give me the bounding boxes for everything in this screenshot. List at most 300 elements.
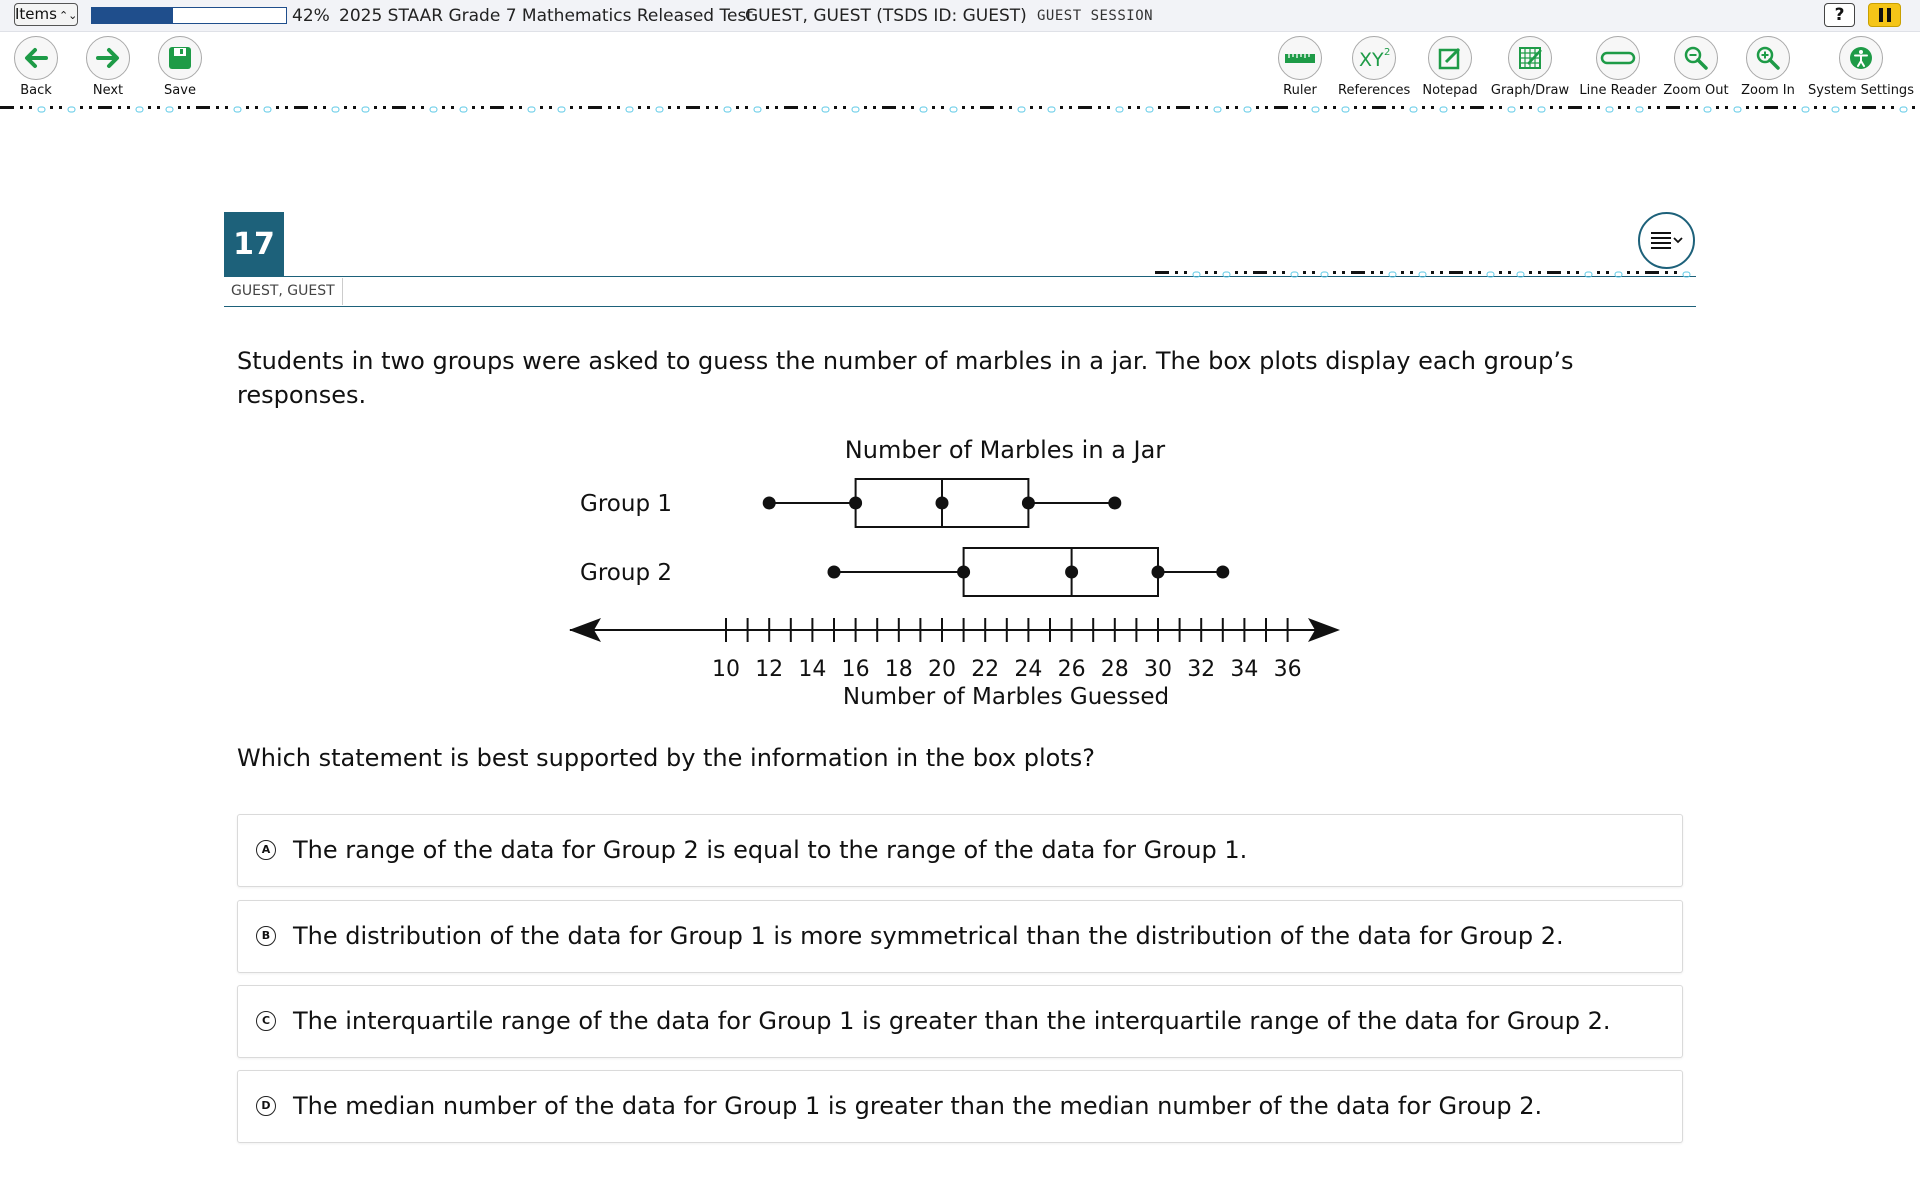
divider-dot [1324,106,1327,109]
group-label: Group 2 [580,560,672,586]
ruler-button[interactable] [1276,36,1324,98]
q3-point [1152,566,1165,579]
divider-dot [1793,106,1796,109]
divider-dot [1627,106,1630,109]
divider-dot [902,106,905,109]
divider-dot [1282,271,1285,274]
divider-dot [1226,106,1229,109]
progress-percent: 42% [292,6,330,26]
divider-dot [1538,107,1545,112]
divider-dot [1116,107,1123,112]
divider-dot [1674,271,1677,274]
divider-dot [1069,106,1072,109]
divider-dot [332,107,339,112]
question-number: 17 [224,212,284,277]
line-reader-label: Line Reader [1579,83,1657,98]
divider-dot [1214,271,1217,274]
divider-dot [1321,272,1328,277]
save-disk-icon [158,36,202,80]
toolbar-divider [0,103,1920,113]
divider-dot [1576,271,1579,274]
divider-dot [1499,106,1502,109]
divider-dot [430,107,437,112]
help-button[interactable]: ? [1824,3,1855,27]
divider-dot [20,106,23,109]
divider-dot [1636,107,1643,112]
progress-fill [92,8,173,23]
divider-dot [490,106,504,109]
divider-dot [323,106,326,109]
divider-dot [1235,106,1238,109]
divider-dot [980,106,994,109]
divider-dot [1618,106,1621,109]
chart-title: Number of Marbles in a Jar [844,436,1166,464]
option-text: The interquartile range of the data for Group 1 is greater than the interquartile range of the data for Group 2. [293,1007,1611,1035]
tick-label: 30 [1144,657,1172,682]
notepad-button[interactable] [1420,36,1480,98]
divider-dot [941,106,944,109]
answer-option-a[interactable] [237,814,1683,887]
divider-dot [1508,107,1515,112]
divider-dot [1342,271,1345,274]
tick-label: 26 [1057,657,1086,682]
divider-dot [1256,106,1259,109]
back-label: Back [20,83,52,98]
median-point [1065,566,1078,579]
q1-point [849,497,862,510]
divider-dot [1802,107,1809,112]
divider-dot [225,106,228,109]
tick-label: 20 [928,657,956,682]
divider-dot [549,106,552,109]
references-xy-icon [1352,36,1396,80]
line-reader-icon [1596,36,1640,80]
divider-dot [1009,106,1012,109]
divider-dot [38,107,45,112]
divider-dot [1312,271,1315,274]
min-point [828,566,841,579]
divider-dot [1478,271,1481,274]
option-letter-badge: D [256,1096,276,1116]
divider-dot [715,106,718,109]
line-reader-button[interactable] [1578,36,1658,98]
divider-dot [1274,106,1288,109]
divider-dot [1716,106,1719,109]
divider-dot [588,106,602,109]
tick-label: 24 [1014,657,1043,682]
divider-dot [813,106,816,109]
notepad-pencil-icon [1428,36,1472,80]
question-divider [1155,268,1695,278]
student-name: GUEST, GUEST (TSDS ID: GUEST) [745,6,1027,26]
divider-dot [1018,107,1025,112]
divider-dot [1265,106,1268,109]
divider-dot [98,106,112,109]
divider-dot [285,106,288,109]
tick-label: 34 [1230,657,1259,682]
divider-dot [1636,271,1639,274]
divider-dot [1167,106,1170,109]
divider-dot [344,106,347,109]
divider-dot [1196,106,1199,109]
divider-dot [1844,106,1847,109]
divider-dot [451,106,454,109]
next-label: Next [92,83,124,98]
divider-dot [1354,106,1357,109]
divider-dot [647,106,650,109]
divider-dot [1585,272,1592,277]
divider-dot [784,106,798,109]
divider-dot [136,107,143,112]
progress-bar [91,7,287,24]
divider-dot [626,107,633,112]
zoom-in-label: Zoom In [1741,83,1795,98]
divider-dot [1244,107,1251,112]
divider-dot [392,106,406,109]
divider-dot [1419,272,1426,277]
option-letter-badge: B [256,926,276,946]
tick-label: 10 [712,657,740,682]
tick-label: 32 [1187,657,1216,682]
divider-dot [822,107,829,112]
divider-dot [1235,271,1238,274]
divider-dot [264,107,271,112]
divider-dot [775,106,778,109]
divider-dot [1853,106,1856,109]
divider-dot [1342,107,1349,112]
divider-dot [1517,272,1524,277]
divider-dot [362,107,369,112]
divider-dot [882,106,896,109]
divider-dot [353,106,356,109]
divider-dot [1461,106,1464,109]
divider-dot [1469,271,1472,274]
svg-text:XY: XY [1359,49,1384,71]
divider-dot [510,106,513,109]
divider-dot [911,106,914,109]
divider-dot [1686,106,1689,109]
divider-dot [668,106,671,109]
divider-dot [1107,106,1110,109]
accessibility-icon [1839,36,1883,80]
divider-dot [374,106,377,109]
divider-dot [932,106,935,109]
divider-dot [1666,106,1680,109]
divider-dot [1431,106,1434,109]
divider-dot [166,107,173,112]
divider-dot [519,106,522,109]
divider-dot [460,107,467,112]
divider-dot [50,106,53,109]
divider-dot [1814,106,1817,109]
divider-dot [29,106,32,109]
ruler-icon [1278,36,1322,80]
ruler-label: Ruler [1283,83,1317,98]
divider-dot [196,106,210,109]
divider-dot [608,106,611,109]
divider-dot [234,107,241,112]
divider-dot [1559,106,1562,109]
divider-dot [1098,106,1101,109]
answer-option-c[interactable] [237,985,1683,1058]
divider-dot [1645,271,1659,274]
divider-dot [638,106,641,109]
divider-dot [1755,106,1758,109]
divider-dot [1891,106,1894,109]
divider-dot [1039,106,1042,109]
divider-dot [59,106,62,109]
divider-dot [1253,271,1267,274]
back-arrow-icon [14,36,58,80]
divider-dot [1380,271,1383,274]
divider-dot [754,107,761,112]
system-settings-button[interactable] [1806,36,1916,98]
divider-dot [1060,106,1063,109]
divider-dot [255,106,258,109]
median-point [936,497,949,510]
next-arrow-icon [86,36,130,80]
divider-dot [442,106,445,109]
answer-option-b[interactable] [237,900,1683,973]
divider-dot [294,106,308,109]
divider-dot [1529,271,1532,274]
divider-dot [1155,271,1169,274]
zoom-out-button[interactable] [1662,36,1730,98]
save-button[interactable] [156,36,204,98]
references-button[interactable] [1338,36,1410,98]
divider-dot [148,106,151,109]
x-axis-label: Number of Marbles Guessed [842,684,1170,710]
divider-dot [920,107,927,112]
divider-dot [1784,106,1787,109]
divider-dot [1333,271,1336,274]
divider-dot [187,106,190,109]
zoom-out-label: Zoom Out [1663,83,1729,98]
divider-dot [421,106,424,109]
divider-dot [1030,106,1033,109]
divider-dot [1244,271,1247,274]
divider-dot [118,106,121,109]
items-dropdown[interactable] [14,3,78,26]
q3-point [1022,497,1035,510]
back-button[interactable] [12,36,60,98]
pause-icon-bar [1887,8,1891,22]
divider-dot [873,106,876,109]
divider-dot [1606,271,1609,274]
divider-dot [1764,106,1778,109]
divider-dot [1568,106,1582,109]
divider-dot [1363,106,1366,109]
option-text: The distribution of the data for Group 1 is more symmetrical than the distribution of the data for Group 2. [293,922,1564,950]
divider-dot [1440,271,1443,274]
answer-option-d[interactable] [237,1070,1683,1143]
divider-dot [804,106,807,109]
divider-dot [1312,107,1319,112]
divider-dot [1520,106,1523,109]
divider-dot [706,106,709,109]
tick-label: 12 [755,657,784,682]
divider-dot [843,106,846,109]
divider-dot [1648,106,1651,109]
divider-dot [686,106,700,109]
divider-dot [1550,106,1553,109]
divider-dot [276,106,279,109]
divider-dot [864,106,867,109]
divider-dot [570,106,573,109]
divider-dot [216,106,219,109]
divider-dot [1351,271,1365,274]
pause-icon [1879,8,1883,22]
divider-dot [472,106,475,109]
divider-dot [1440,107,1447,112]
divider-dot [1193,272,1200,277]
divider-dot [1000,106,1003,109]
zoom-in-icon [1746,36,1790,80]
svg-text:2: 2 [1384,47,1391,58]
divider-dot [852,107,859,112]
option-text: The range of the data for Group 2 is equal to the range of the data for Group 1. [293,836,1248,864]
divider-dot [950,107,957,112]
divider-dot [1567,271,1570,274]
pause-button[interactable] [1868,3,1901,27]
option-text: The median number of the data for Group 1 is greater than the median number of the data for Group 2. [293,1092,1543,1120]
divider-dot [579,106,582,109]
divider-dot [1547,271,1561,274]
divider-dot [1900,107,1907,112]
divider-dot [834,106,837,109]
divider-dot [540,106,543,109]
divider-dot [314,106,317,109]
divider-dot [1175,271,1178,274]
max-point [1108,497,1121,510]
divider-dot [1431,271,1434,274]
min-point [763,497,776,510]
divider-dot [1508,271,1511,274]
iqr-box [964,548,1158,596]
divider-dot [1862,106,1876,109]
top-status-bar [0,0,1920,32]
divider-dot [1146,107,1153,112]
next-button[interactable] [84,36,132,98]
divider-dot [1048,107,1055,112]
divider-dot [1401,106,1404,109]
divider-dot [677,106,680,109]
tick-label: 18 [884,657,913,682]
divider-dot [1214,107,1221,112]
divider-dot [1184,271,1187,274]
divider-dot [1665,271,1668,274]
divider-dot [1158,106,1161,109]
divider-dot [656,107,663,112]
divider-dot [766,106,769,109]
divider-dot [1529,106,1532,109]
tick-label: 28 [1100,657,1129,682]
divider-dot [724,107,731,112]
question-stem: Students in two groups were asked to guess the number of marbles in a jar. The box plots display each group’s responses. [237,347,1574,409]
divider-dot [1223,272,1230,277]
divider-dot [1725,106,1728,109]
divider-dot [1389,272,1396,277]
divider-dot [1372,106,1386,109]
notepad-label: Notepad [1422,83,1478,98]
divider-dot [1657,106,1660,109]
references-label: References [1338,83,1411,98]
graph-grid-icon [1508,36,1552,80]
header-bottom-line [224,306,1696,307]
question-prompt: Which statement is best supported by the information in the box plots? [237,744,1095,772]
divider-dot [1392,106,1395,109]
graph-draw-button[interactable] [1490,36,1570,98]
tick-label: 14 [798,657,827,682]
zoom-in-button[interactable] [1736,36,1800,98]
tick-label: 36 [1273,657,1302,682]
option-letter-badge: C [256,1011,276,1031]
divider-dot [971,106,974,109]
divider-dot [1704,107,1711,112]
divider-dot [1882,106,1885,109]
zoom-out-icon [1674,36,1718,80]
divider-dot [617,106,620,109]
tick-label: 16 [841,657,870,682]
divider-dot [736,106,739,109]
session-label: GUEST SESSION [1037,8,1154,24]
divider-dot [68,107,75,112]
divider-dot [1597,106,1600,109]
q1-point [957,566,970,579]
divider-dot [246,106,249,109]
divider-dot [1291,272,1298,277]
divider-dot [1597,271,1600,274]
divider-dot [1410,107,1417,112]
divider-dot [80,106,83,109]
divider-dot [127,106,130,109]
divider-dot [1695,106,1698,109]
option-letter-badge: A [256,840,276,860]
divider-dot [1294,106,1297,109]
divider-dot [1470,106,1484,109]
divider-dot [383,106,386,109]
graph-draw-label: Graph/Draw [1490,83,1570,98]
divider-dot [1499,271,1502,274]
divider-dot [1371,271,1374,274]
items-label: Items [15,5,57,23]
test-title: 2025 STAAR Grade 7 Mathematics Released Test [339,6,753,26]
divider-dot [1401,271,1404,274]
divider-dot [0,106,14,109]
divider-dot [1538,271,1541,274]
save-label: Save [164,83,196,98]
divider-dot [1912,106,1915,109]
divider-dot [481,106,484,109]
tick-label: 22 [971,657,1000,682]
divider-dot [157,106,160,109]
updown-icon: ⌃⌄ [58,9,78,22]
divider-dot [1273,271,1276,274]
divider-dot [1452,106,1455,109]
hamburger-chevron-icon [1640,214,1693,267]
divider-dot [1487,272,1494,277]
divider-dot [412,106,415,109]
question-menu-button[interactable] [1638,212,1695,269]
divider-dot [1627,271,1630,274]
divider-dot [1832,107,1839,112]
divider-dot [528,107,535,112]
divider-dot [1205,106,1208,109]
group-label: Group 1 [580,491,672,517]
divider-dot [178,106,181,109]
divider-dot [1615,272,1622,277]
divider-dot [1422,106,1425,109]
